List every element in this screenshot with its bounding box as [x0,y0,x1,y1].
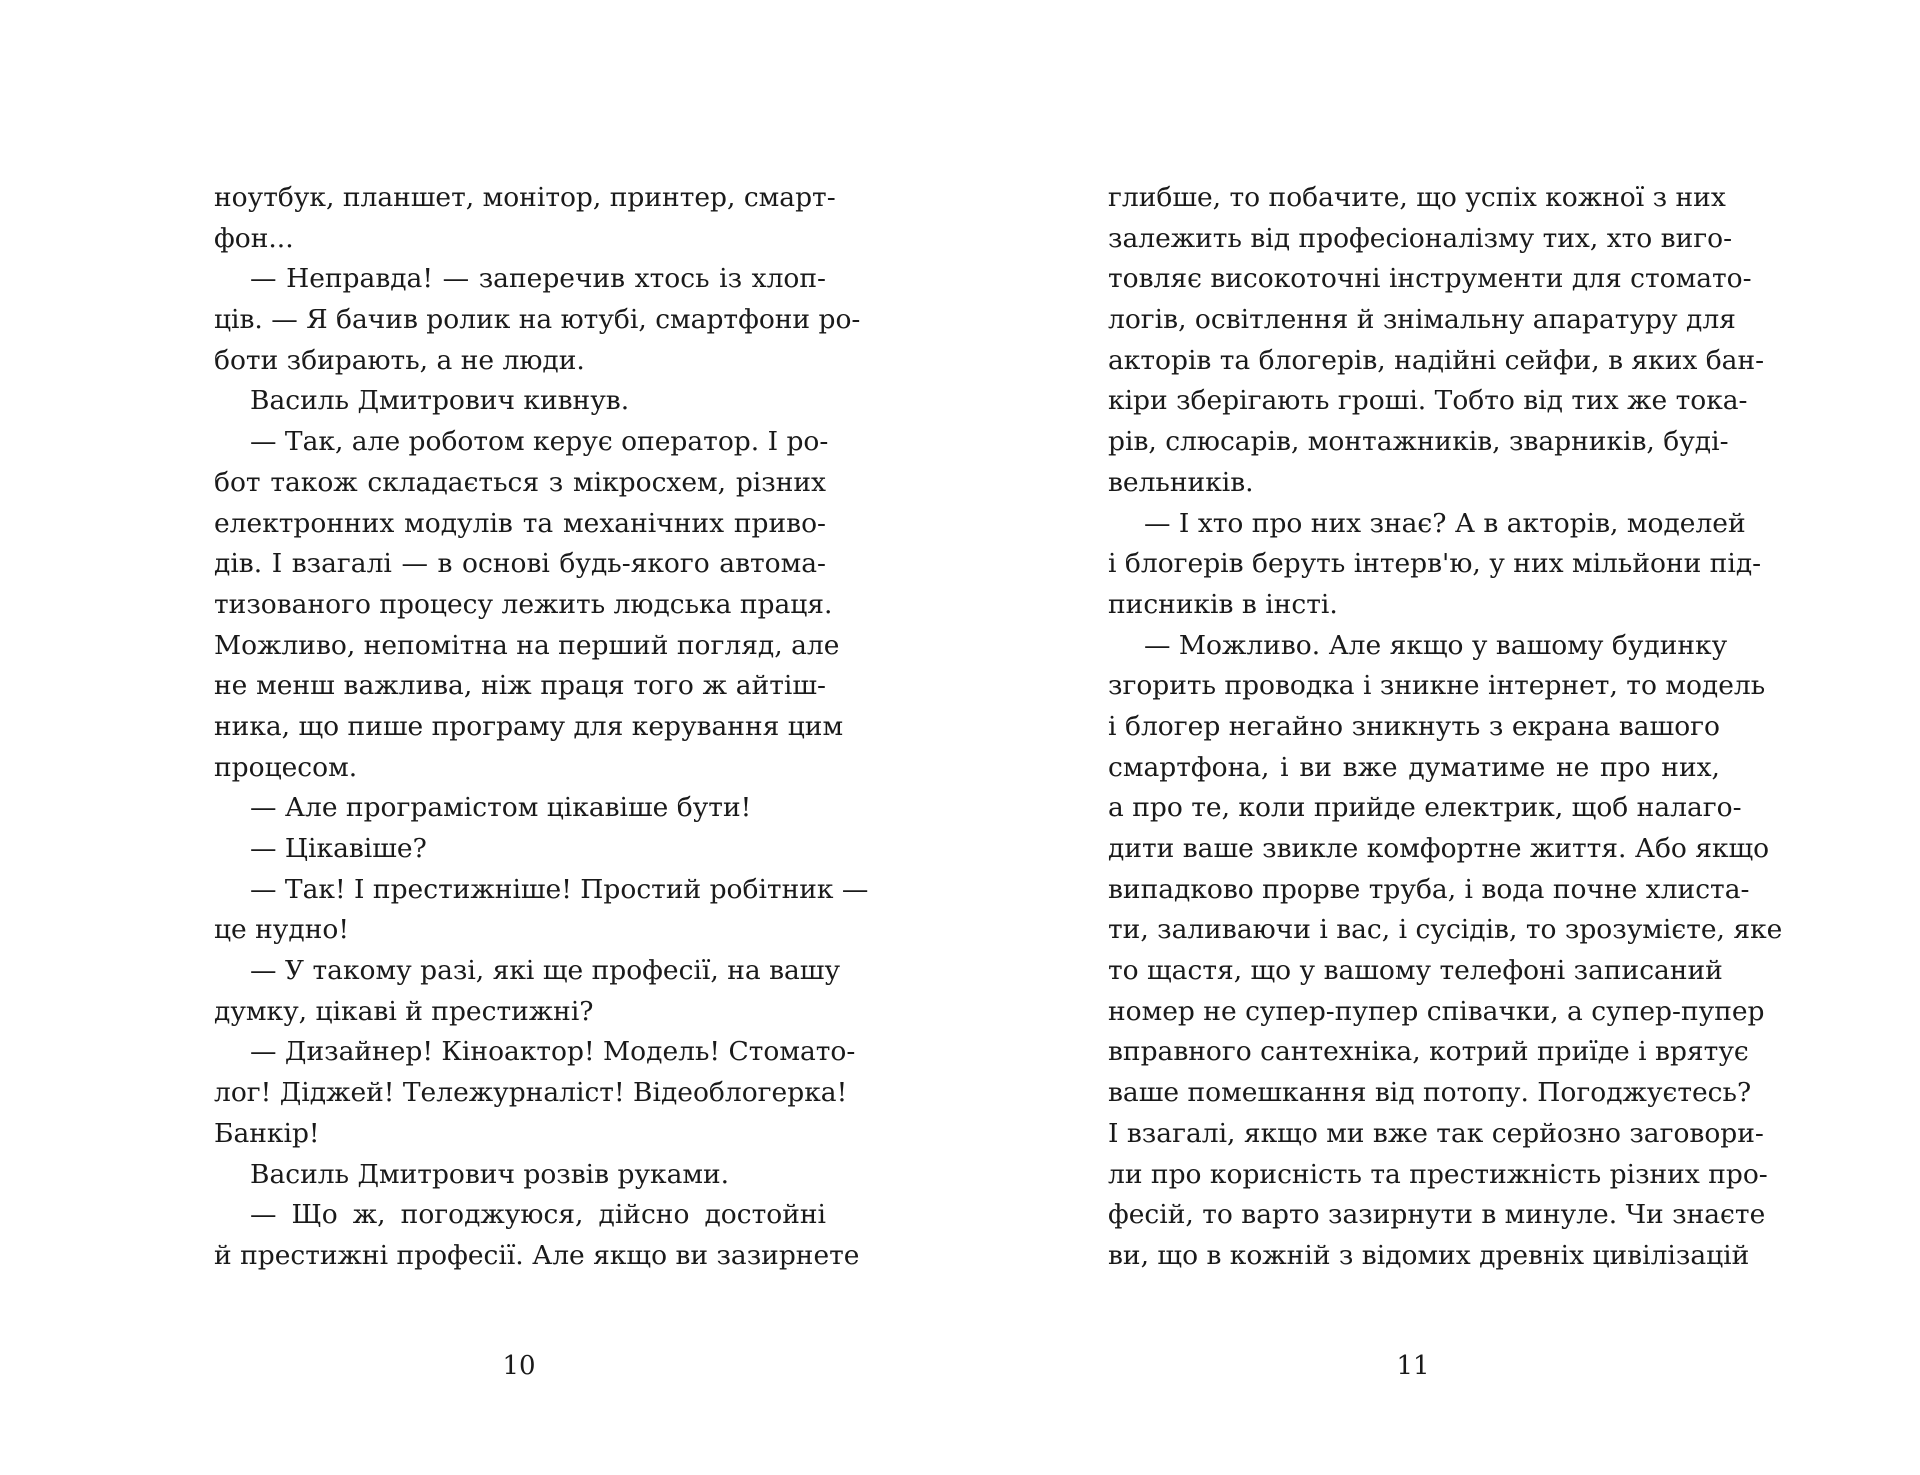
text-line: І взагалі, якщо ми вже так серйозно заговори- [1108,1117,1764,1149]
page-number-left: 10 [502,1351,536,1381]
text-line: тизованого процесу лежить людська праця. [214,588,833,620]
text-line: електронних модулів та механічних приво- [214,507,826,539]
page-number-right: 11 [1396,1351,1430,1381]
text-line: — Але програмістом цікавіше бути! [250,792,752,824]
text-line: — І хто про них знає? А в акторів, моделей [1144,507,1746,539]
text-line: ли про корисність та престижність різних про- [1108,1158,1768,1190]
text-line: фон... [214,222,294,254]
text-line: — Так, але роботом керує оператор. І ро- [250,426,829,458]
text-line: акторів та блогерів, надійні сейфи, в яких бан- [1108,344,1765,376]
text-line: й престижні професії. Але якщо ви зазирнете [214,1239,860,1271]
text-line: кіри зберігають гроші. Тобто від тих же тока- [1108,385,1748,417]
right-page-text [1108,178,1783,1277]
text-line: боти збирають, а не люди. [214,344,585,376]
text-line: вельників. [1108,466,1254,498]
text-line: ваше помешкання від потопу. Погоджуєтесь? [1108,1077,1752,1109]
text-line: а про те, коли прийде електрик, щоб налаго- [1108,792,1742,824]
text-line: фесій, то варто зазирнути в минуле. Чи знаєте [1108,1199,1766,1231]
text-line: бот також складається з мікросхем, різних [214,466,826,498]
text-line: дити ваше звикле комфортне життя. Або якщо [1108,833,1770,864]
text-line: це нудно! [214,914,349,946]
text-line: товляє високоточні інструменти для стомато- [1108,263,1752,295]
text-line: ноутбук, планшет, монітор, принтер, смарт- [214,182,836,213]
text-line: згорить проводка і зникне інтернет, то модель [1108,670,1766,702]
text-line: Василь Дмитрович кивнув. [250,385,630,417]
text-line: — Можливо. Але якщо у вашому будинку [1144,629,1728,661]
text-line: смартфона, і ви вже думатиме не про них, [1108,751,1720,783]
text-line: глибше, то побачите, що успіх кожної з них [1108,182,1726,213]
text-line: Василь Дмитрович розвів руками. [250,1158,730,1190]
text-line: писників в інсті. [1108,588,1338,620]
text-line: і блогерів беруть інтерв'ю, у них мільйони під- [1108,548,1762,580]
text-line: — Цікавіше? [250,833,427,864]
left-page-text [214,178,869,1277]
text-line: Банкір! [214,1117,320,1149]
text-line: не менш важлива, ніж праця того ж айтіш- [214,670,826,702]
text-line: лог! Діджей! Тележурналіст! Відеоблогерка! [214,1077,848,1109]
text-line: рів, слюсарів, монтажників, зварників, буді- [1108,426,1729,458]
text-line: залежить від професіоналізму тих, хто виго- [1108,222,1733,254]
text-line: дів. І взагалі — в основі будь-якого автома- [214,548,826,580]
text-line: — Що ж, погоджуюся, дійсно достойні [250,1199,826,1231]
text-line: то щастя, що у вашому телефоні записаний [1108,955,1723,987]
text-line: — У такому разі, які ще професії, на вашу [250,955,841,987]
text-line: — Дизайнер! Кіноактор! Модель! Стомато- [250,1036,856,1068]
text-line: — Неправда! — заперечив хтось із хлоп- [250,263,826,295]
text-line: логів, освітлення й знімальну апаратуру для [1108,304,1736,336]
text-line: — Так! І престижніше! Простий робітник — [250,873,869,905]
text-line: номер не супер-пупер співачки, а супер-пупер [1108,995,1765,1027]
text-line: ника, що пише програму для керування цим [214,710,844,742]
text-line: ців. — Я бачив ролик на ютубі, смартфони ро- [214,304,861,336]
text-line: ви, що в кожній з відомих древніх цивілізацій [1108,1239,1750,1271]
text-line: вправного сантехніка, котрий приїде і врятує [1108,1036,1749,1068]
text-line: процесом. [214,751,358,783]
text-line: випадково прорве труба, і вода почне хлиста- [1108,873,1750,905]
text-line: ти, заливаючи і вас, і сусідів, то зрозумієте, яке [1108,914,1783,946]
text-line: Можливо, непомітна на перший погляд, але [214,629,840,661]
text-line: і блогер негайно зникнуть з екрана вашого [1108,710,1720,742]
text-line: думку, цікаві й престижні? [214,995,594,1027]
